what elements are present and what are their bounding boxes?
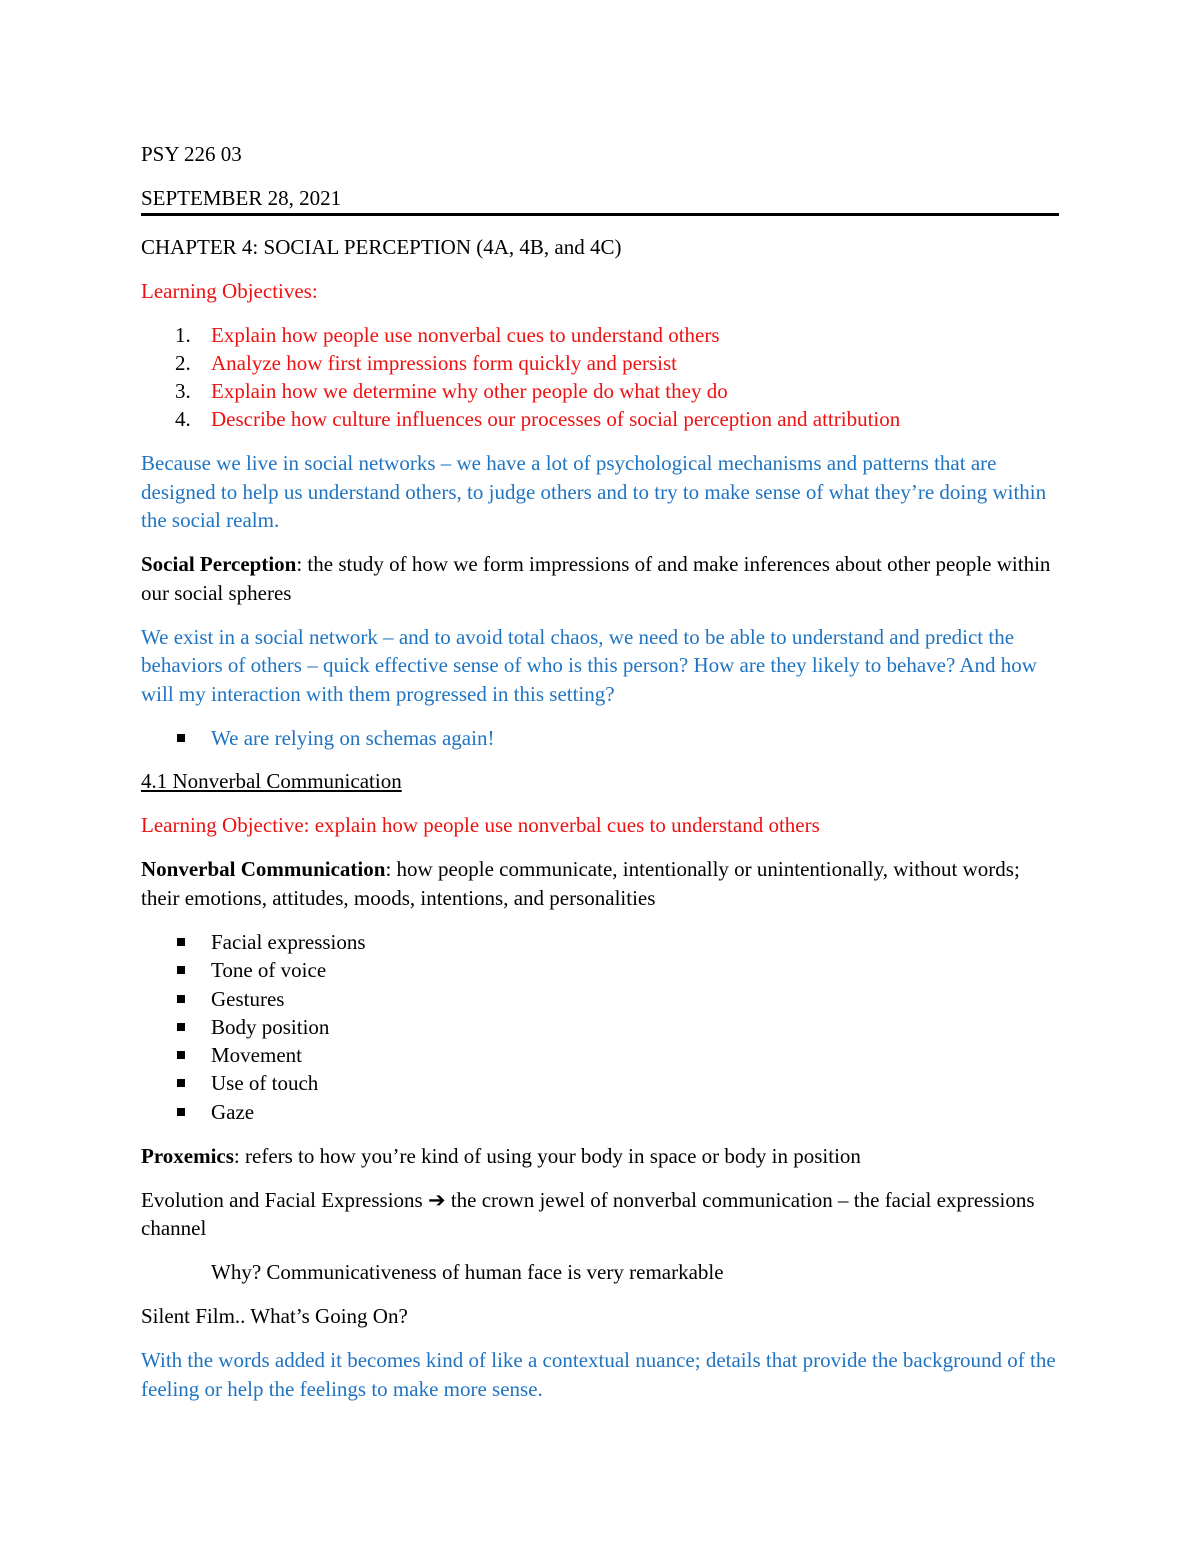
why-note: Why? Communicativeness of human face is very remarkable: [211, 1260, 724, 1285]
list-item: We are relying on schemas again!: [141, 724, 1059, 752]
words-note: With the words added it becomes kind of like a contextual nuance; details that provide the background of the feeling or help the feelings to make more sense.: [141, 1348, 1056, 1401]
square-bullet-icon: [177, 734, 185, 742]
list-item: Tone of voice: [141, 956, 1059, 984]
nonverbal-cues-list: [141, 928, 1059, 1126]
section-objective: Learning Objective: explain how people use nonverbal cues to understand others: [141, 813, 820, 838]
evolution-note: Evolution and Facial Expressions ➔ the crown jewel of nonverbal communication – the facial expressions channel: [141, 1187, 1035, 1241]
lecture-date: SEPTEMBER 28, 2021: [141, 184, 1059, 216]
list-item: Gaze: [141, 1098, 1059, 1126]
learning-objectives-list: [141, 321, 1059, 434]
social-perception-definition: Social Perception: the study of how we form impressions of and make inferences about other people within our social spheres: [141, 552, 1051, 605]
square-bullet-icon: [177, 995, 185, 1003]
square-bullet-icon: [177, 1108, 185, 1116]
list-item: Movement: [141, 1041, 1059, 1069]
schemas-list: [141, 724, 1059, 752]
document-body: [141, 140, 1059, 1419]
social-network-note: We exist in a social network – and to avoid total chaos, we need to be able to understand and predict the behaviors of others – quick effective sense of who is this person? How are they likely to behave? And how will my interaction with them progressed in this setting?: [141, 624, 1037, 706]
square-bullet-icon: [177, 1023, 185, 1031]
square-bullet-icon: [177, 1079, 185, 1087]
proxemics-term: Proxemics: [141, 1143, 234, 1168]
nonverbal-definition: Nonverbal Communication: how people communicate, intentionally or unintentionally, without words; their emotions, attitudes, moods, intentions, and personalities: [141, 857, 1020, 910]
course-code: PSY 226 03: [141, 142, 242, 166]
right-arrow-icon: ➔: [427, 1187, 446, 1212]
social-perception-term: Social Perception: [141, 552, 297, 577]
objective-item: 2. Analyze how first impressions form quickly and persist: [175, 350, 677, 375]
list-item: Facial expressions: [141, 928, 1059, 956]
list-item: Body position: [141, 1013, 1059, 1041]
objective-item: 4. Describe how culture influences our processes of social perception and attribution: [175, 407, 901, 432]
silent-film-heading: Silent Film.. What’s Going On?: [141, 1304, 408, 1329]
learning-objectives-heading: Learning Objectives:: [141, 278, 318, 303]
objective-item: 3. Explain how we determine why other people do what they do: [175, 379, 728, 404]
list-item: Gestures: [141, 985, 1059, 1013]
list-item: Use of touch: [141, 1069, 1059, 1097]
objective-item: 1. Explain how people use nonverbal cues to understand others: [175, 322, 720, 347]
intro-note: Because we live in social networks – we have a lot of psychological mechanisms and patterns that are designed to help us understand others, to judge others and to try to make sense of what they’re doing within the social realm.: [141, 451, 1047, 533]
square-bullet-icon: [177, 1051, 185, 1059]
square-bullet-icon: [177, 966, 185, 974]
section-heading: 4.1 Nonverbal Communication: [141, 769, 402, 794]
proxemics-definition: Proxemics: refers to how you’re kind of using your body in space or body in position: [141, 1143, 861, 1168]
nonverbal-term: Nonverbal Communication: [141, 857, 386, 882]
chapter-title: CHAPTER 4: SOCIAL PERCEPTION (4A, 4B, and 4C): [141, 234, 622, 259]
square-bullet-icon: [177, 938, 185, 946]
